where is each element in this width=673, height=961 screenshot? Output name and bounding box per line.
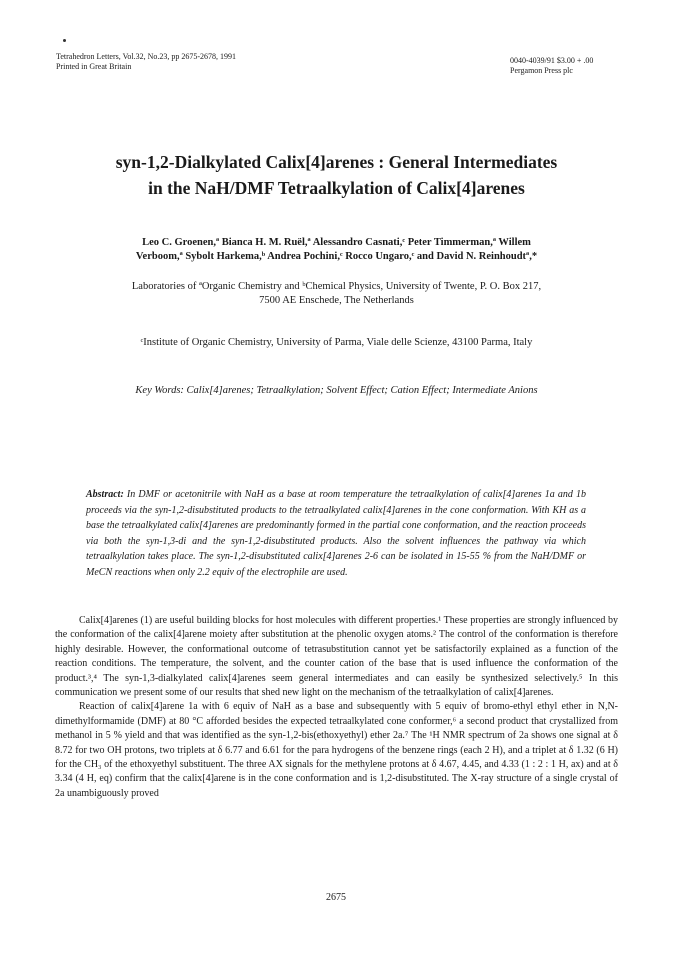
title-line-1: syn-1,2-Dialkylated Calix[4]arenes : General Intermediates bbox=[115, 152, 558, 172]
page-number: 2675 bbox=[326, 892, 346, 903]
affiliation-line-1: Laboratories of ªOrganic Chemistry and ᵇChemical Physics, University of Twente, P. O. Box 217, bbox=[131, 281, 542, 292]
author-list bbox=[60, 236, 613, 264]
affiliation-twente bbox=[60, 280, 613, 308]
publisher-line: Pergamon Press plc bbox=[510, 65, 573, 75]
abstract bbox=[86, 487, 586, 580]
affiliation-parma bbox=[60, 336, 613, 350]
abstract-label: Abstract: bbox=[86, 489, 124, 500]
printed-line: Printed in Great Britain bbox=[56, 61, 132, 71]
affiliation-parma-line: ᶜInstitute of Organic Chemistry, University of Parma, Viale delle Scienze, 43100 Parma, Italy bbox=[140, 337, 533, 348]
body-text bbox=[55, 614, 618, 801]
title-line-2: in the NaH/DMF Tetraalkylation of Calix[4]arenes bbox=[148, 178, 525, 198]
corner-mark bbox=[63, 39, 66, 42]
paper-title bbox=[40, 149, 633, 201]
authors-line-2: Verboom,ª Sybolt Harkema,ᵇ Andrea Pochini,ᶜ Rocco Ungaro,ᶜ and David N. Reinhoudtª,* bbox=[135, 251, 538, 262]
affiliation-line-2: 7500 AE Enschede, The Netherlands bbox=[259, 295, 414, 306]
header-right bbox=[510, 56, 640, 75]
abstract-text: In DMF or acetonitrile with NaH as a base at room temperature the tetraalkylation of calix[4]arenes 1a and 1b proceeds via the syn-1,2-disubstituted products to the tetraalkylated calix[4]arenes in the cone conformation. With KH as a base the tetraalkylated calix[4]arenes are predominantly formed in the partial cone conformation, and the reaction proceeds via both the syn-1,3-di and the syn-1,2-disubstituted products. Also the solvent influences the pathway via which tetraalkylation takes place. The syn-1,2-disubstituted calix[4]arenes 2-6 can be isolated in 15-55 % from the NaH/DMF or MeCN reactions when only 2.2 equiv of the electrophile are used. bbox=[86, 489, 587, 578]
journal-line: Tetrahedron Letters, Vol.32, No.23, pp 2675-2678, 1991 bbox=[56, 52, 237, 61]
body-paragraph-2: Reaction of calix[4]arene 1a with 6 equiv of NaH as a base and subsequently with 5 equiv of bromo-ethyl ethyl ether in N,N-dimethylformamide (DMF) at 80 °C afforded besides the expected tetraalkylated cone conformer,⁶ a second product that crystallized from methanol in 5 % yield and that was identified as the syn-1,2-bis(ethoxyethyl) ether 2a.⁷ The ¹H NMR spectrum of 2a shows one signal at δ 8.72 for two OH protons, two triplets at δ 6.77 and 6.61 for the para hydrogens of the benzene rings (each 2 H), and a triplet at δ 1.32 (6 H) for the CH₃ of the ethoxyethyl substituent. The three AX signals for the methylene protons at δ 4.67, 4.45, and 4.33 (1 : 2 : 1 H, ax) and at δ 3.34 (4 H, eq) confirm that the calix[4]arene is in the cone conformation and is 1,2-disubstituted. The X-ray structure of a single crystal of 2a unambiguously proved bbox=[55, 701, 618, 799]
authors-line-1: Leo C. Groenen,ª Bianca H. M. Ruël,ª Alessandro Casnati,ᶜ Peter Timmerman,ª Willem bbox=[142, 237, 531, 248]
header-left bbox=[56, 52, 356, 71]
keywords: Key Words: Calix[4]arenes; Tetraalkylation; Solvent Effect; Cation Effect; Intermediate Anions bbox=[135, 385, 538, 396]
body-paragraph-1: Calix[4]arenes (1) are useful building blocks for host molecules with different properties.¹ These properties are strongly influenced by the conformation of the calix[4]arene moiety after substitution at the phenolic oxygen atoms.² The control of the conformation is therefore highly desirable. However, the conformational outcome of tetrasubstitution cannot yet be satisfactorily explained as a function of the reaction conditions. The temperature, the solvent, and the counter cation of the base that is used influence the conformation of the product.³,⁴ The syn-1,3-dialkylated calix[4]arenes seem general intermediates and can easily be synthesized selectively.⁵ In this communication we present some of our results that shed new light on the mechanism of the tetraalkylation of calix[4]arenes. bbox=[55, 615, 618, 699]
code-line: 0040-4039/91 $3.00 + .00 bbox=[510, 56, 594, 65]
